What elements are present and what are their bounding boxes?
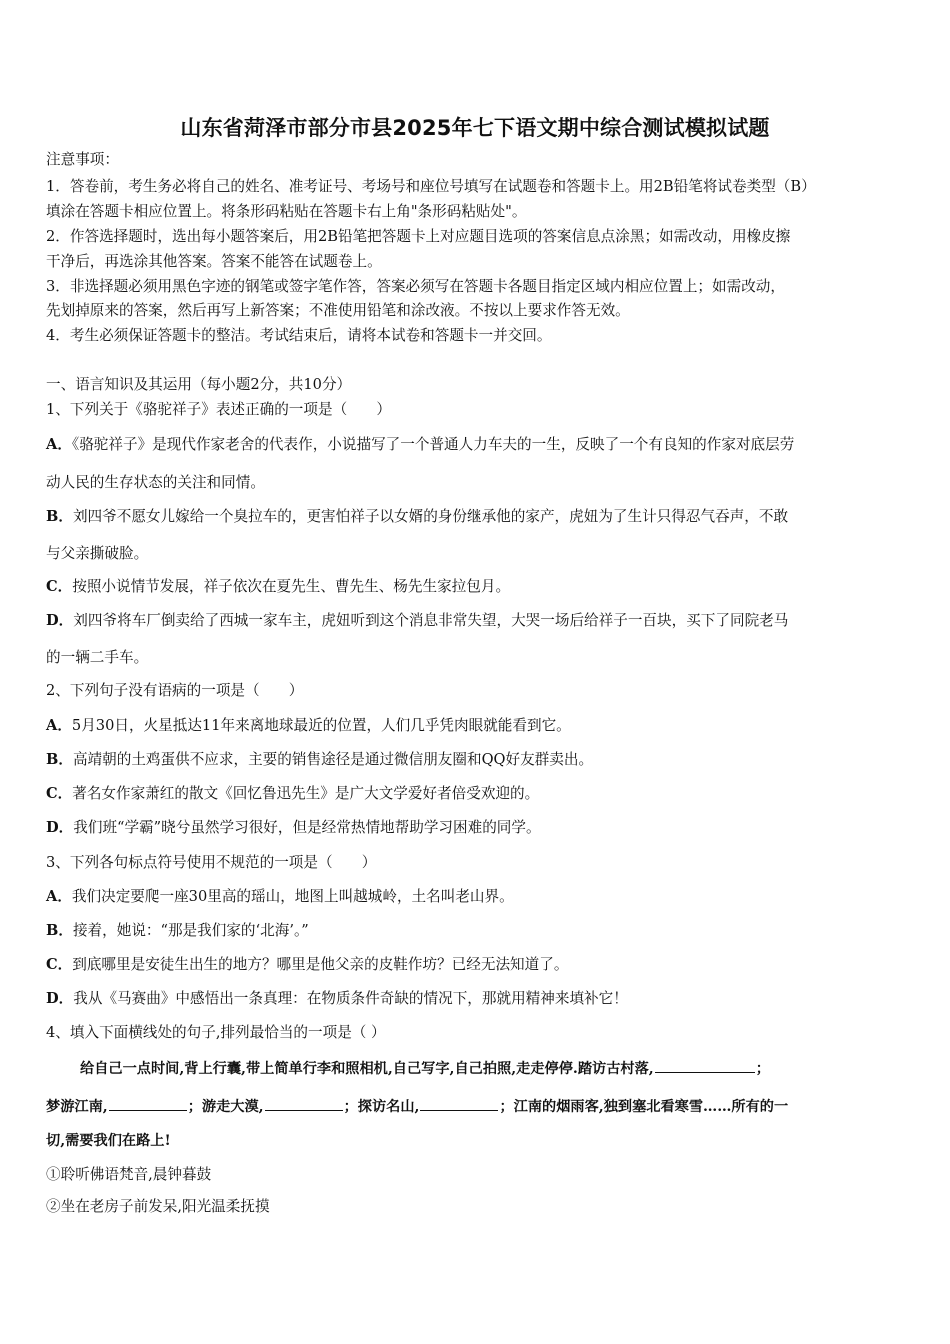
answer-blank[interactable]	[655, 1060, 755, 1073]
q3-option-c: C．到底哪里是安徒生出生的地方？哪里是他父亲的皮鞋作坊？已经无法知道了。	[46, 956, 569, 973]
option-letter: B．	[46, 922, 73, 939]
option-letter: C．	[46, 956, 73, 973]
q4-choice-1: ①聆听佛语梵音,晨钟暮鼓	[46, 1166, 212, 1183]
q4-passage-text: ；探访名山,	[343, 1099, 420, 1115]
q4-passage-text: 给自己一点时间,背上行囊,带上简单行李和照相机,自己写字,自己拍照,走走停停.踏访古村落,	[80, 1061, 654, 1077]
q4-passage-line1	[80, 1060, 908, 1076]
answer-blank[interactable]	[109, 1098, 187, 1111]
q1-option-b-line1: B．刘四爷不愿女儿嫁给一个臭拉车的，更害怕祥子以女婿的身份继承他的家产，虎妞为了生计只得忍气吞声，不敢	[46, 508, 789, 525]
option-letter: C．	[46, 785, 73, 802]
q1-option-a-line2: 动人民的生存状态的关注和同情。	[46, 474, 265, 491]
q4-passage-text: ；游走大漠,	[187, 1099, 264, 1115]
answer-blank[interactable]	[265, 1098, 343, 1111]
q1-option-a-line1: A．《骆驼祥子》是现代作家老舍的代表作，小说描写了一个普通人力车夫的一生，反映了一个有良知的作家对底层劳	[46, 436, 795, 453]
q4-passage-text: 梦游江南,	[46, 1099, 108, 1115]
option-letter: D．	[46, 990, 74, 1007]
notice-line-6: 先划掉原来的答案，然后再写上新答案；不准使用铅笔和涂改液。不按以上要求作答无效。	[46, 302, 630, 319]
q2-option-d: D．我们班“学霸”晓兮虽然学习很好，但是经常热情地帮助学习困难的同学。	[46, 819, 541, 836]
option-letter: B．	[46, 751, 73, 768]
q3-stem: 3、下列各句标点符号使用不规范的一项是（ ）	[46, 854, 377, 871]
q4-passage-line2	[46, 1098, 908, 1114]
q3-option-b: B．接着，她说：“那是我们家的‘北海’。”	[46, 922, 309, 939]
q1-option-d-line2: 的一辆二手车。	[46, 649, 149, 666]
option-letter: C．	[46, 578, 73, 595]
q2-option-a: A．5月30日，火星抵达11年来离地球最近的位置，人们几乎凭肉眼就能看到它。	[46, 717, 571, 734]
notice-line-3: 2．作答选择题时，选出每小题答案后，用2B铅笔把答题卡上对应题目选项的答案信息点涂黑；如需改动，用橡皮擦	[46, 228, 791, 245]
section-heading: 一、语言知识及其运用（每小题2分，共10分）	[46, 376, 352, 393]
q4-stem: 4、填入下面横线处的句子,排列最恰当的一项是（ ）	[46, 1024, 386, 1041]
q4-choice-2: ②坐在老房子前发呆,阳光温柔抚摸	[46, 1198, 270, 1215]
notice-line-4: 干净后，再选涂其他答案。答案不能答在试题卷上。	[46, 253, 382, 270]
option-letter: A．	[46, 436, 72, 453]
option-letter: A．	[46, 717, 72, 734]
q2-option-b: B．高靖朝的土鸡蛋供不应求，主要的销售途径是通过微信朋友圈和QQ好友群卖出。	[46, 751, 594, 768]
q3-option-d: D．我从《马赛曲》中感悟出一条真理：在物质条件奇缺的情况下，那就用精神来填补它！	[46, 990, 628, 1007]
q1-option-c: C．按照小说情节发展，祥子依次在夏先生、曹先生、杨先生家拉包月。	[46, 578, 511, 595]
q4-passage-punct: ；	[755, 1061, 770, 1077]
q3-option-a: A．我们决定要爬一座30里高的瑶山，地图上叫越城岭，土名叫老山界。	[46, 888, 514, 905]
q2-option-c: C．著名女作家萧红的散文《回忆鲁迅先生》是广大文学爱好者倍受欢迎的。	[46, 785, 540, 802]
notice-line-7: 4．考生必须保证答题卡的整洁。考试结束后，请将本试卷和答题卡一并交回。	[46, 327, 552, 344]
notice-line-2: 填涂在答题卡相应位置上。将条形码粘贴在答题卡右上角"条形码粘贴处"。	[46, 203, 527, 220]
option-letter: D．	[46, 819, 74, 836]
q1-option-b-line2: 与父亲撕破脸。	[46, 545, 149, 562]
notice-heading: 注意事项：	[46, 151, 119, 168]
answer-blank[interactable]	[420, 1098, 498, 1111]
page-title: 山东省菏泽市部分市县2025年七下语文期中综合测试模拟试题	[180, 116, 770, 140]
option-letter: D．	[46, 612, 74, 629]
q4-passage-line3: 切,需要我们在路上!	[46, 1133, 171, 1149]
q1-option-d-line1: D．刘四爷将车厂倒卖给了西城一家车主，虎妞听到这个消息非常失望，大哭一场后给祥子一百块，买下了同院老马	[46, 612, 789, 629]
option-letter: A．	[46, 888, 72, 905]
q1-stem: 1、下列关于《骆驼祥子》表述正确的一项是（ ）	[46, 401, 391, 418]
q4-passage-text: ；江南的烟雨客,独到塞北看寒雪……所有的一	[499, 1099, 789, 1115]
notice-line-5: 3．非选择题必须用黑色字迹的钢笔或签字笔作答，答案必须写在答题卡各题目指定区域内相应位置上；如需改动，	[46, 278, 785, 295]
notice-line-1: 1．答卷前，考生务必将自己的姓名、准考证号、考场号和座位号填写在试题卷和答题卡上。用2B铅笔将试卷类型（B）	[46, 178, 816, 195]
option-letter: B．	[46, 508, 73, 525]
q2-stem: 2、下列句子没有语病的一项是（ ）	[46, 682, 304, 699]
